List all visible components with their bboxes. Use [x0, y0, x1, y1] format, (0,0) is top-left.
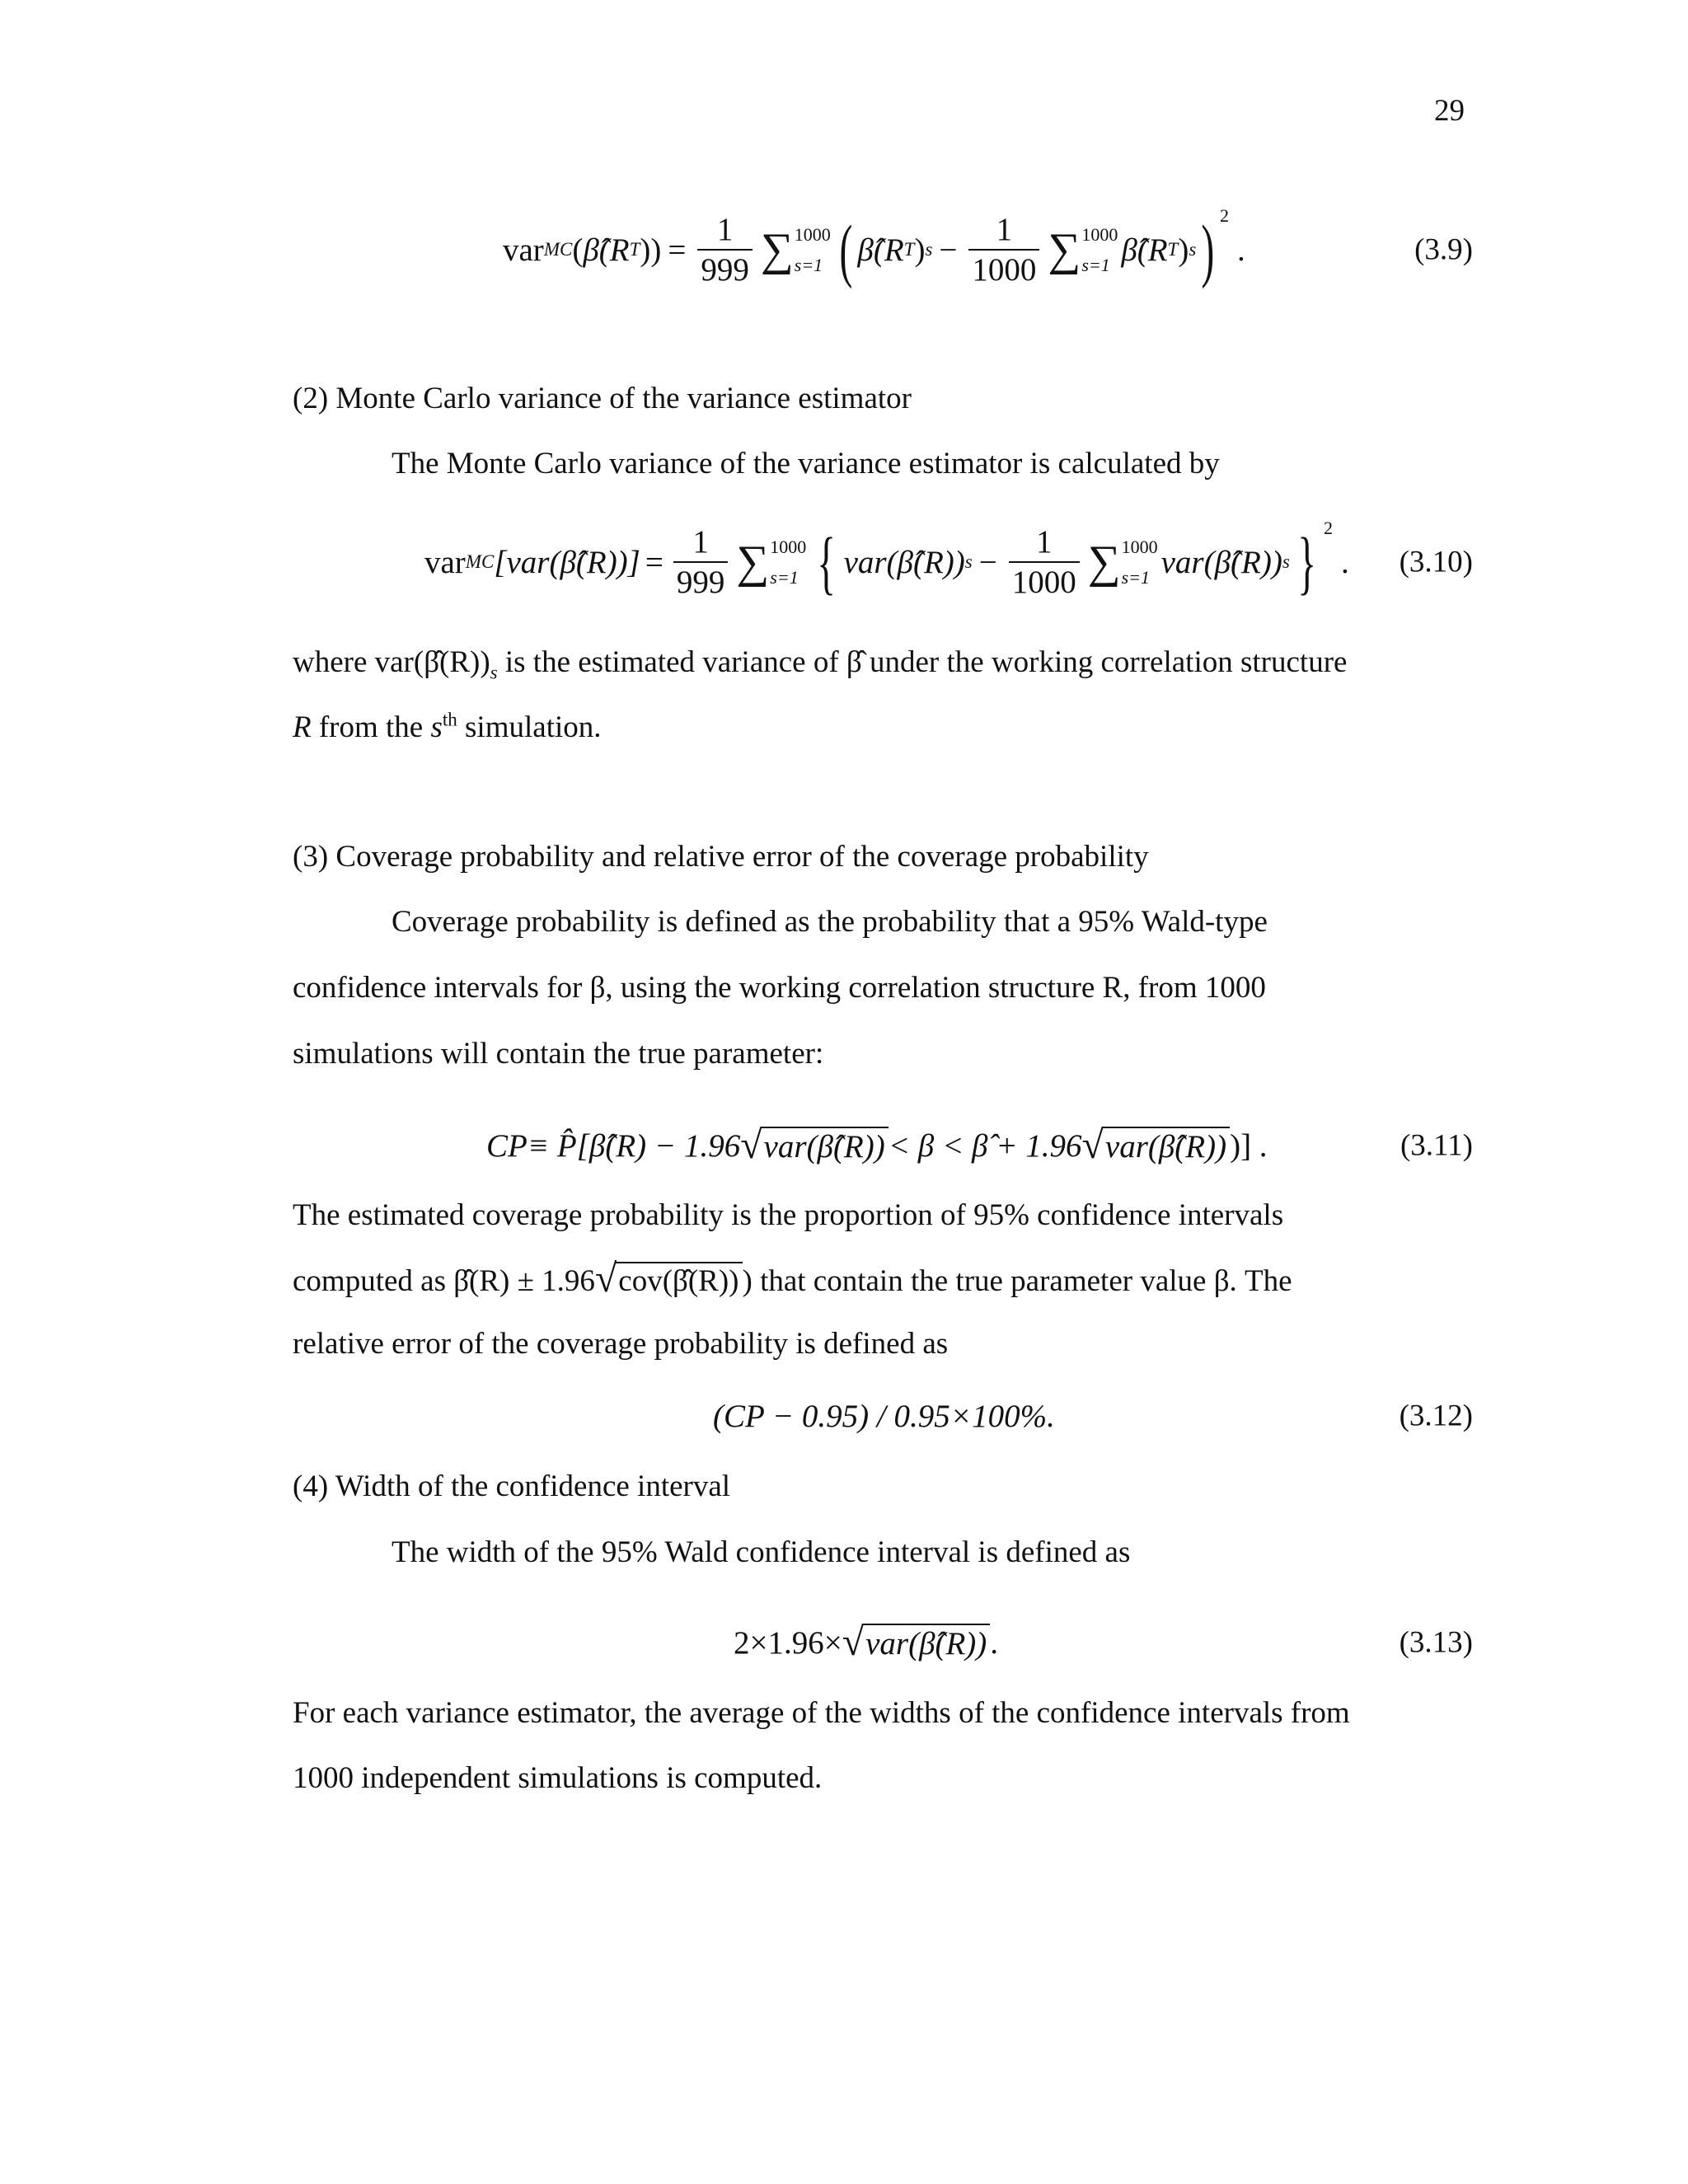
sum-lower-limit: s=1 [1081, 255, 1110, 275]
eq-r: (R [598, 232, 630, 268]
summation [1088, 537, 1158, 587]
equation-body: var MC [var(β̂(R))] = $\frac{1}{999}$ ∑ 1000 s=1 { var(β̂(R)) s − $\frac{1}{1000}$ ∑ 1000 s=1 var(β̂(R)) s } 2 . [424, 518, 1349, 602]
fraction-numerator: 1 [996, 212, 1013, 247]
where-index: s [490, 662, 498, 683]
equation-3-12 [293, 1371, 1473, 1461]
equation-number: (3.10) [1399, 545, 1473, 579]
sum-lower-limit: s=1 [770, 567, 799, 588]
paragraph-line: The Monte Carlo variance of the variance estimator is calculated by [392, 447, 1220, 480]
text-span: computed as β̂(R) ± 1.96 [293, 1264, 595, 1298]
text-span: simulation. [457, 710, 602, 744]
fraction [968, 213, 1039, 286]
eq-end: )] . [1230, 1127, 1268, 1164]
page-number: 29 [1434, 94, 1465, 128]
fraction-denominator: 999 [697, 249, 753, 286]
eq-period: . [1341, 544, 1349, 580]
equation-3-11 [293, 1096, 1473, 1195]
eq-close: )) [640, 232, 662, 268]
radicand: var(β̂(R)) [1102, 1127, 1230, 1165]
fraction-denominator: 999 [673, 561, 729, 598]
equation-body [734, 1597, 998, 1688]
radical-sign: √ [1081, 1123, 1104, 1167]
radicand: cov(β̂(R)) [615, 1262, 742, 1299]
term: var(β̂(R)) [843, 544, 965, 580]
fraction-numerator: 1 [1035, 524, 1053, 560]
fraction-denominator: 1000 [968, 249, 1039, 286]
square-root [842, 1620, 991, 1664]
equation-number: (3.13) [1399, 1625, 1473, 1660]
equation-body [486, 1096, 1268, 1195]
exponent: 2 [1324, 518, 1334, 538]
paragraph-line [293, 710, 602, 745]
summation [761, 225, 831, 274]
text-span: ) that contain the true parameter value β. The [742, 1264, 1292, 1298]
sum-upper-limit: 1000 [1121, 536, 1158, 557]
right-brace: } [1297, 523, 1316, 602]
radicand: var(β̂(R)) [862, 1624, 990, 1662]
paragraph-line: The estimated coverage probability is the proportion of 95% confidence intervals [293, 1198, 1284, 1232]
fraction [1009, 526, 1080, 598]
eq-equals: = [645, 544, 663, 580]
symbol-s: s [430, 710, 443, 744]
exponent: 2 [1219, 205, 1229, 226]
sum-limits [795, 225, 831, 274]
sum-limits [1081, 225, 1118, 274]
sum-lower-limit: s=1 [794, 255, 823, 275]
eq-part: 2×1.96× [734, 1624, 842, 1661]
paragraph-line: relative error of the coverage probability is defined as [293, 1327, 949, 1361]
where-text: where var(β̂(R)) [293, 645, 490, 679]
fraction-denominator: 1000 [1009, 561, 1080, 598]
symbol-r: R [293, 710, 312, 744]
paragraph-line: For each variance estimator, the average of the widths of the confidence intervals from [293, 1696, 1350, 1730]
equation-body: var MC ( β̂ (R T )) = $\frac{1}{999}$ ∑ 1000 s=1 ( β̂(R T ) s − $\frac{1}{1000}$ ∑ 1000 s=1 β̂(R T ) s ) 2 . [503, 205, 1245, 289]
equation-body [713, 1371, 1055, 1461]
radicand: var(β̂(R)) [761, 1127, 889, 1165]
eq-open: ( [572, 232, 584, 268]
sum-limits [770, 537, 806, 587]
term-close: ) [914, 232, 926, 268]
paragraph-line: simulations will contain the true parameter: [293, 1037, 824, 1071]
radical-sign: √ [842, 1620, 865, 1664]
sigma-symbol: ∑ [1048, 224, 1081, 275]
left-paren: ( [839, 210, 852, 289]
term: var(β̂(R)) [1160, 544, 1282, 580]
eq-lhs: var [424, 544, 466, 580]
where-text-rest: is the estimated variance of β̂ under the working correlation structure [497, 645, 1348, 679]
sigma-symbol: ∑ [736, 537, 770, 588]
radical-sign: √ [594, 1257, 617, 1301]
sigma-symbol: ∑ [1087, 537, 1121, 588]
term-close: ) [1178, 232, 1189, 268]
fraction [697, 213, 753, 286]
eq-part: ≡ P̂[β̂(R) − 1.96 [527, 1127, 741, 1164]
fraction [673, 526, 729, 598]
cp-symbol: CP [486, 1127, 528, 1164]
eq-minus: − [939, 232, 958, 268]
sum-upper-limit: 1000 [770, 536, 807, 557]
term: β̂(R [1121, 232, 1168, 268]
square-root [740, 1123, 889, 1167]
paragraph-line: 1000 independent simulations is computed. [293, 1761, 823, 1795]
fraction-numerator: 1 [716, 212, 734, 247]
paragraph-line: Coverage probability is defined as the probability that a 95% Wald-type [392, 905, 1268, 939]
sum-limits [1122, 537, 1158, 587]
eq-part: < β < β̂ + 1.96 [888, 1127, 1082, 1164]
eq-body-text: (CP − 0.95) / 0.95×100%. [713, 1398, 1055, 1434]
square-root [1081, 1123, 1231, 1167]
summation [1048, 225, 1118, 274]
fraction-numerator: 1 [692, 524, 709, 560]
equation-number: (3.11) [1400, 1128, 1473, 1163]
equation-number: (3.9) [1414, 232, 1473, 267]
equation-3-10 [293, 513, 1473, 612]
sum-upper-limit: 1000 [1081, 223, 1118, 245]
equation-3-13 [293, 1597, 1473, 1688]
equation-3-9 [293, 200, 1473, 299]
eq-equals: = [668, 232, 687, 268]
paragraph-line: The width of the 95% Wald confidence interval is defined as [392, 1535, 1131, 1569]
square-root [595, 1259, 743, 1299]
equation-number: (3.12) [1399, 1399, 1473, 1433]
paragraph-line [293, 644, 1348, 683]
eq-lhs-arg: [var(β̂(R))] [494, 544, 640, 580]
paragraph-line: confidence intervals for β, using the working correlation structure R, from 1000 [293, 971, 1266, 1005]
radical-sign: √ [740, 1123, 762, 1167]
summation [736, 537, 806, 587]
section-heading: (4) Width of the confidence interval [293, 1469, 731, 1503]
left-brace: { [817, 523, 837, 602]
eq-beta: β̂ [583, 232, 599, 268]
section-heading: (2) Monte Carlo variance of the variance estimator [293, 382, 912, 415]
eq-minus: − [978, 544, 997, 580]
eq-end: . [990, 1624, 999, 1661]
sigma-symbol: ∑ [760, 224, 794, 275]
superscript-th: th [442, 709, 457, 730]
term: β̂(R [857, 232, 904, 268]
eq-period: . [1236, 232, 1245, 268]
sum-upper-limit: 1000 [794, 223, 831, 245]
sum-lower-limit: s=1 [1121, 567, 1151, 588]
text-span: from the [311, 710, 431, 744]
section-heading: (3) Coverage probability and relative error of the coverage probability [293, 840, 1149, 874]
eq-lhs: var [503, 232, 544, 268]
right-paren: ) [1201, 210, 1215, 289]
paragraph-line [293, 1259, 1292, 1299]
